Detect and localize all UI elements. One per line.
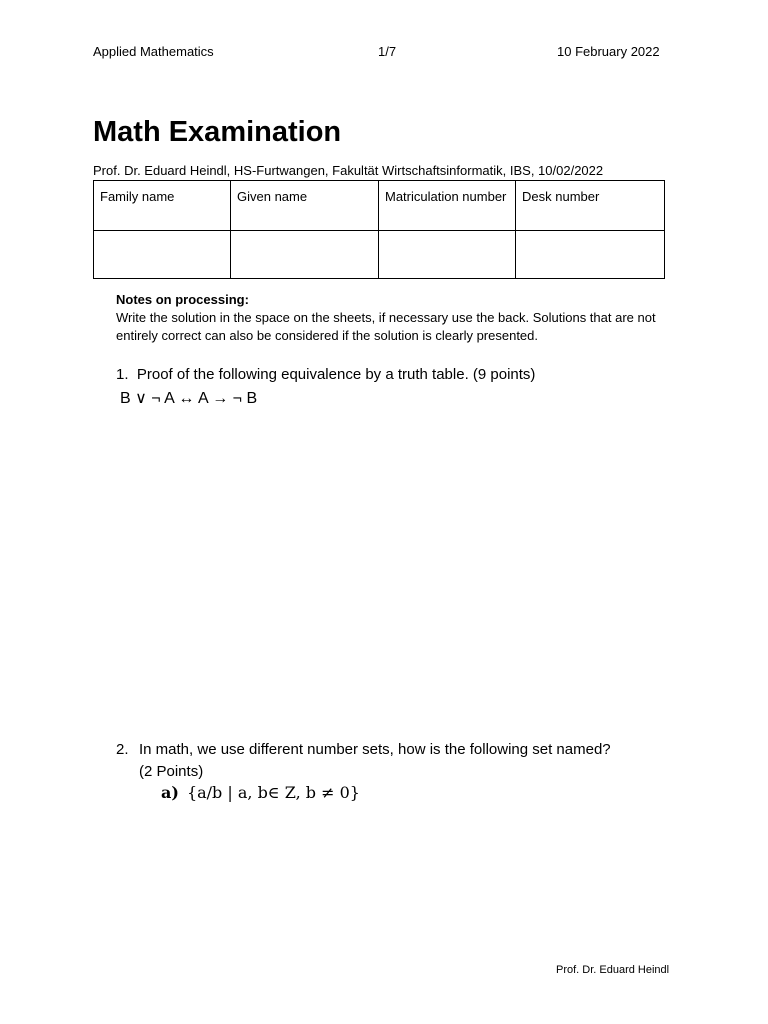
info-table-header-row <box>94 181 665 231</box>
page-title: Math Examination <box>93 116 342 148</box>
desk-number-field[interactable] <box>516 231 665 279</box>
subpart-a-expression: {a/b | a, b∈ Z, b ≠ 0} <box>186 783 360 802</box>
notes-body: Write the solution in the space on the sheets, if necessary use the back. Solutions that are not entirely correct can also be considered if the solution is clearly presented. <box>116 310 656 343</box>
info-table-entry-row <box>94 231 665 279</box>
question-2-text: In math, we use different number sets, how is the following set named? <box>139 741 611 758</box>
subpart-a-label: a) <box>161 783 179 802</box>
column-given-name: Given name <box>231 181 379 231</box>
question-1-number: 1. <box>116 366 129 383</box>
question-1-expression: B ∨ ¬ A ↔ A → ¬ B <box>120 390 258 407</box>
author-line: Prof. Dr. Eduard Heindl, HS-Furtwangen, Fakultät Wirtschaftsinformatik, IBS, 10/02/2022 <box>93 163 604 178</box>
column-matriculation-number: Matriculation number <box>379 181 516 231</box>
question-2-number: 2. <box>116 741 129 758</box>
question-2-points: (2 Points) <box>139 763 204 780</box>
header-course: Applied Mathematics <box>93 44 214 59</box>
student-info-table <box>93 180 665 279</box>
column-desk-number: Desk number <box>516 181 665 231</box>
family-name-field[interactable] <box>94 231 231 279</box>
notes-heading: Notes on processing: <box>116 292 249 307</box>
header-page-number: 1/7 <box>378 44 397 59</box>
given-name-field[interactable] <box>231 231 379 279</box>
question-1-text: Proof of the following equivalence by a truth table. (9 points) <box>136 366 536 383</box>
column-family-name: Family name <box>94 181 231 231</box>
question-2 <box>116 739 676 783</box>
question-1 <box>116 366 535 383</box>
header-date: 10 February 2022 <box>557 44 660 59</box>
matriculation-number-field[interactable] <box>379 231 516 279</box>
question-2-subpart-a <box>161 783 360 802</box>
footer-author: Prof. Dr. Eduard Heindl <box>556 964 670 976</box>
